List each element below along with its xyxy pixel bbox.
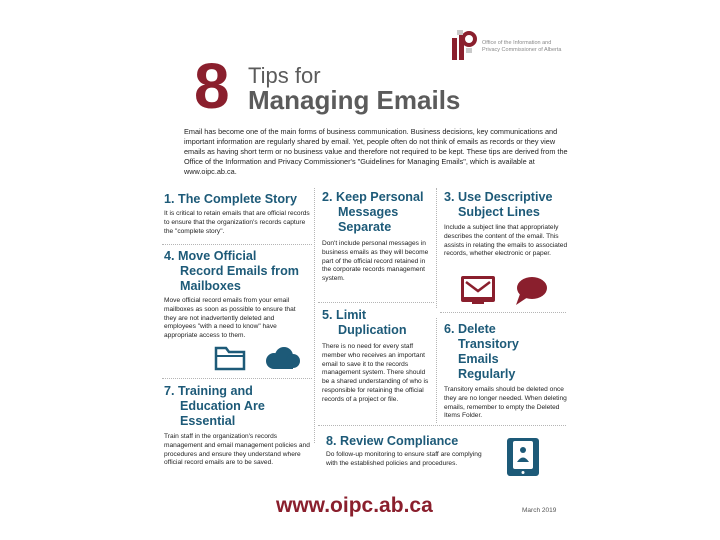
tip-2-title-line3: Separate xyxy=(338,220,392,234)
tip-2-title-line1: 2. Keep Personal xyxy=(322,190,424,204)
tip-8-title: 8. Review Compliance xyxy=(326,434,459,448)
tip-6-title-line3: Emails xyxy=(458,352,499,366)
tip-4-title-line1: 4. Move Official xyxy=(164,249,257,263)
tip-7-title-line3: Essential xyxy=(180,414,236,428)
tip-7-title-line1: 7. Training and xyxy=(164,384,253,398)
tip-4-title xyxy=(164,249,314,294)
tip-7-title xyxy=(164,384,314,429)
folder-icon xyxy=(214,345,246,371)
tip-7-title-line2: Education Are xyxy=(180,399,265,413)
title-number: 8 xyxy=(194,50,230,122)
row-divider-bottom xyxy=(318,425,566,426)
row-divider-right xyxy=(440,312,566,313)
tip-5-title-line1: 5. Limit xyxy=(322,308,367,322)
footer-url: www.oipc.ab.ca xyxy=(276,494,433,517)
tip-1-title: 1. The Complete Story xyxy=(164,192,297,206)
column-divider-right-top xyxy=(436,188,437,308)
row-divider-mid xyxy=(318,302,434,303)
tip-4-body: Move official record emails from your email mailboxes as soon as possible to ensure that they are not inadvertently deleted and employees "with a need to know" have appropriate access to them. xyxy=(164,297,296,340)
tip-4-title-line3: Mailboxes xyxy=(180,279,241,293)
tip-3-title-line2: Subject Lines xyxy=(458,205,540,219)
tip-6-title xyxy=(444,322,570,382)
logo-text-line2: Privacy Commissioner of Alberta xyxy=(482,47,562,53)
tip-6-title-line4: Regularly xyxy=(458,367,516,381)
tip-6-title-line1: 6. Delete xyxy=(444,322,496,336)
tip-6-title-line2: Transitory xyxy=(458,337,519,351)
tip-5-title xyxy=(322,308,436,338)
tip-5-title-line2: Duplication xyxy=(338,323,407,337)
cloud-icon xyxy=(262,346,302,370)
oipc-logo-icon xyxy=(450,28,478,62)
tip-3-body: Include a subject line that appropriately describes the content of the email. This assists in relating the emails to associated records, whether electronic or paper. xyxy=(444,224,568,258)
oipc-logo-text xyxy=(482,40,572,54)
logo-text-line1: Office of the Information and xyxy=(482,40,552,46)
speech-bubble-icon xyxy=(512,276,548,306)
row-divider-left-2 xyxy=(162,378,312,379)
column-divider-right-bottom xyxy=(436,318,437,423)
tip-3-title-line1: 3. Use Descriptive xyxy=(444,190,553,204)
tip-6-body: Transitory emails should be deleted once they are no longer needed. When deleting emails, remember to empty the Deleted Items Folder. xyxy=(444,386,567,420)
row-divider-left-1 xyxy=(162,244,312,245)
tip-1-body: It is critical to retain emails that are official records to ensure that the organization's records capture the "complete story". xyxy=(164,210,310,235)
tip-2-body: Don't include personal messages in business emails as they will become part of the official record retained in the corporate records management system. xyxy=(322,240,429,283)
tip-2-title-line2: Messages xyxy=(338,205,399,219)
envelope-icon xyxy=(460,275,496,305)
intro-paragraph: Email has become one of the main forms of business communication. Business decisions, key communications and important information are regularly shared by email. Yet, people often do not think of emails as records or they view emails as having short term or no business value and therefore not required to be kept. These tips are derived from the Office of the Information and Privacy Commissioner's "Guidelines for Managing Emails", which is available at www.oipc.ab.ca. xyxy=(184,127,568,176)
tip-5-body: There is no need for every staff member who receives an important email to save it to the records management system. There should be a shared understanding of who is responsible for retaining the official records of a project or file. xyxy=(322,343,429,403)
title-line2: Managing Emails xyxy=(248,85,461,115)
column-divider-left xyxy=(314,188,315,443)
tip-8-body: Do follow-up monitoring to ensure staff are complying with the established policies and procedures. xyxy=(326,451,482,467)
smartphone-icon xyxy=(506,437,540,477)
tip-4-title-line2: Record Emails from xyxy=(180,264,299,278)
tip-7-body: Train staff in the organization's records management and email management policies and procedures and ensure they understand where official record emails are to be saved. xyxy=(164,433,310,467)
tip-2-title xyxy=(322,190,436,235)
footer-date: March 2019 xyxy=(522,507,557,514)
tip-3-title xyxy=(444,190,570,220)
title-line1: Tips for xyxy=(248,63,321,88)
oipc-logo xyxy=(450,26,570,66)
